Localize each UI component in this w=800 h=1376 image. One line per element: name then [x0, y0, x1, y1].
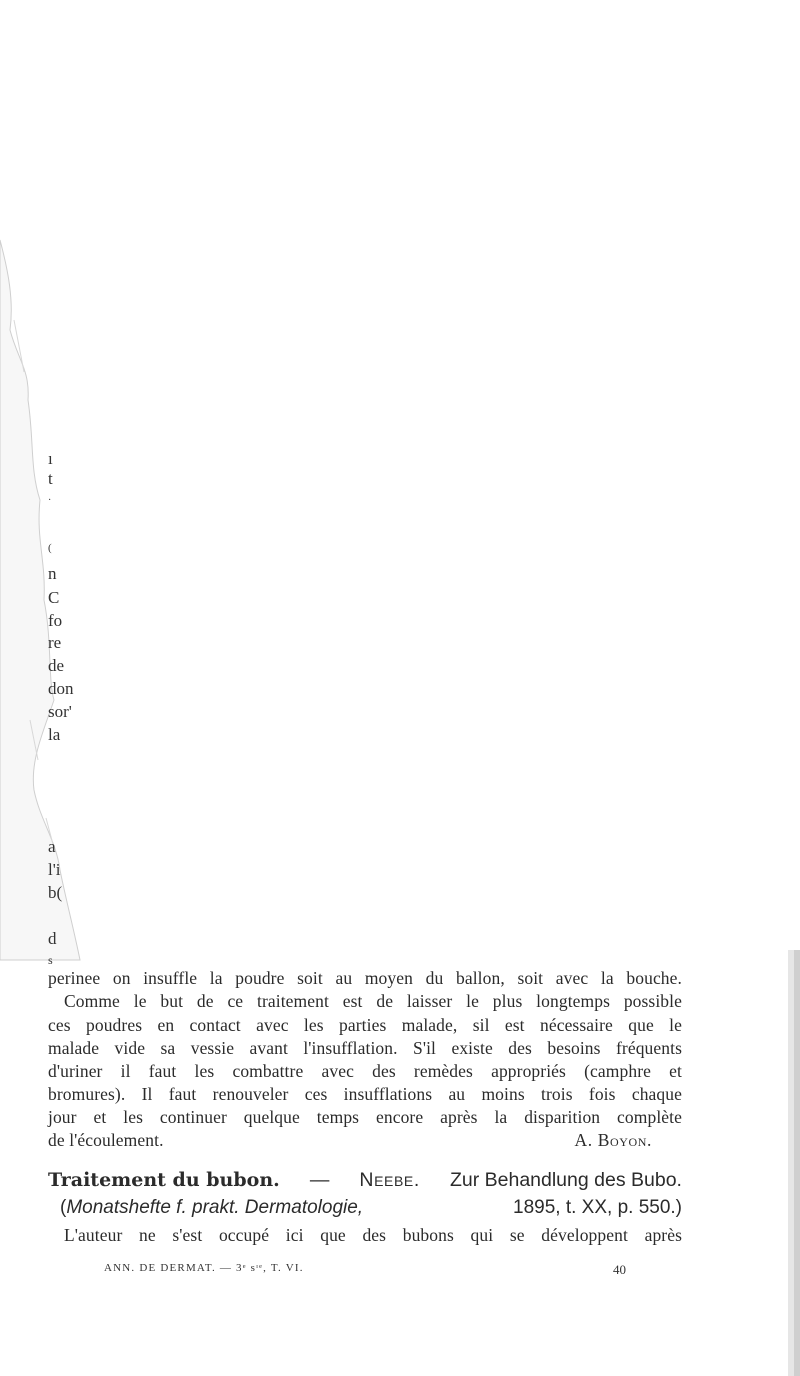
fragment: b(: [48, 883, 63, 902]
paragraph-line: d'uriner il faut les combattre avec des remèdes appropriés (camphre et: [48, 1061, 682, 1081]
fragment: (: [48, 542, 52, 554]
page-footer: [104, 1262, 626, 1278]
paragraph-line: jour et les continuer quelque temps encore après la disparition complète: [48, 1107, 682, 1127]
paragraph-line: malade vide sa vessie avant l'insufflation. S'il existe des besoins fréquents: [48, 1038, 682, 1058]
author-signature: A. Boyon.: [574, 1130, 652, 1150]
fragment: d: [48, 929, 57, 948]
fragment: C: [48, 588, 60, 607]
paragraph-line: bromures). Il faut renouveler ces insufflations au moins trois fois chaque: [48, 1084, 682, 1104]
article-author: Neebe.: [359, 1169, 420, 1191]
fragment: t: [48, 469, 53, 488]
journal-citation: [60, 1198, 682, 1217]
journal-reference: 1895, t. XX, p. 550.): [513, 1197, 682, 1218]
journal-name: Monatshefte f. prakt. Dermatologie,: [66, 1197, 364, 1218]
paragraph-line: ces poudres en contact avec les parties malade, sil est nécessaire que le: [48, 1015, 682, 1035]
paragraph-line: Comme le but de ce traitement est de laisser le plus longtemps possible: [64, 991, 682, 1011]
footer-journal: ANN. DE DERMAT. — 3ᵉ sᶦᵉ, T. VI.: [104, 1262, 304, 1274]
fragment: fo: [48, 611, 63, 630]
fragment: don: [48, 679, 74, 698]
fragment: sor': [48, 702, 72, 721]
heading-dash: —: [309, 1169, 330, 1191]
fragment: n: [48, 564, 57, 583]
fragment: la: [48, 725, 61, 744]
fragment: ·: [48, 495, 52, 506]
article-first-line: L'auteur ne s'est occupé ici que des bubons qui se développent après: [64, 1225, 682, 1245]
fragment: re: [48, 633, 62, 652]
paragraph-line: perinee on insuffle la poudre soit au moyen du ballon, soit avec la bouche.: [48, 968, 682, 988]
article-title: Traitement du bubon.: [48, 1169, 280, 1191]
fragment: ı: [48, 449, 53, 468]
fragment: s: [48, 953, 53, 967]
paragraph-last-line: [48, 1132, 682, 1150]
journal-paren: (: [60, 1197, 67, 1218]
fragment: de: [48, 656, 65, 675]
scan-edge-shadow: [780, 950, 800, 1376]
fragment: a: [48, 837, 56, 856]
article-german-title: Zur Behandlung des Bubo.: [449, 1169, 682, 1191]
page-number: 40: [613, 1262, 626, 1277]
fragment: l'i: [48, 860, 61, 879]
paragraph-line: de l'écoulement.: [48, 1130, 164, 1150]
article-heading: [48, 1171, 682, 1191]
